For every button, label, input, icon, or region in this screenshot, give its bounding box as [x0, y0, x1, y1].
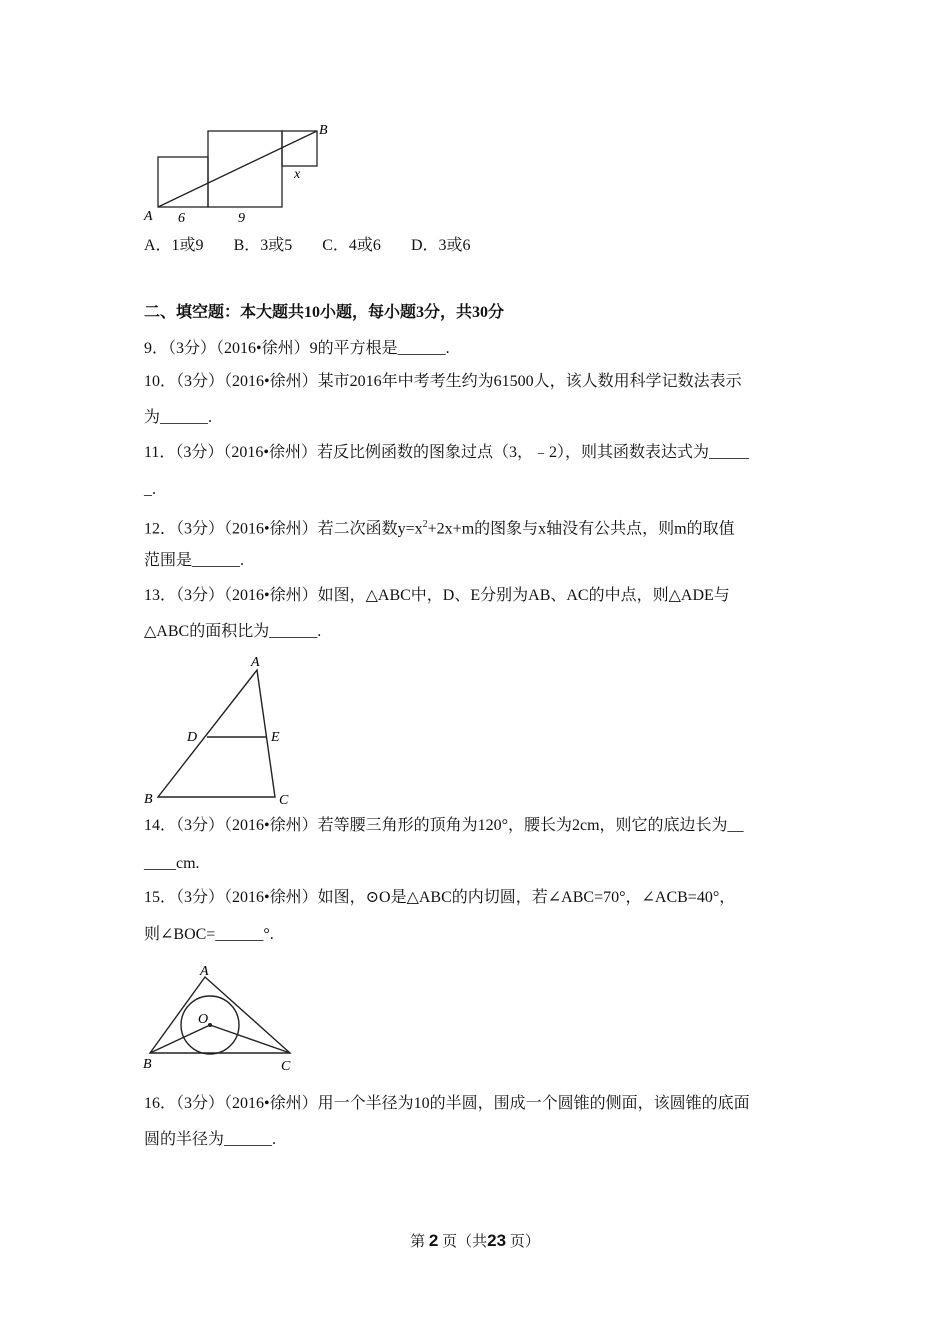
- label-D: D: [187, 730, 198, 745]
- squares-figure: [140, 118, 340, 228]
- q15-line1: 15．（3分）（2016•徐州）如图，⊙O是△ABC的内切圆，若∠ABC=70°，∠ACB=40°，: [144, 889, 736, 906]
- q16-line1: 16．（3分）（2016•徐州）用一个半径为10的半圆，围成一个圆锥的侧面，该圆锥的底面: [144, 1095, 750, 1112]
- q12-line1-b: +2x+m的图象与x轴没有公共点，则m的取值: [427, 520, 735, 538]
- q16-line2: 圆的半径为______.: [144, 1131, 277, 1148]
- choice-c: C．4或6: [322, 237, 381, 254]
- page-footer: [0, 1230, 950, 1251]
- segment-OC: [210, 1025, 290, 1053]
- choice-a: A．1或9: [144, 237, 204, 254]
- square-9: [208, 131, 282, 207]
- label-E: E: [271, 730, 280, 745]
- q12-exponent: 2: [422, 519, 428, 530]
- footer-page-number: 2: [428, 1231, 439, 1250]
- square-6: [158, 157, 208, 207]
- triangle-figure: [140, 650, 300, 810]
- q15-line2: 则∠BOC=______°.: [144, 926, 274, 943]
- label-A: A: [144, 209, 153, 224]
- q8-choices: [144, 236, 501, 256]
- segment-OB: [150, 1025, 210, 1053]
- q10-line2: 为______.: [144, 409, 213, 426]
- label-6: 6: [178, 211, 185, 226]
- label-C: C: [279, 793, 289, 808]
- label-B: B: [319, 123, 328, 138]
- choice-b: B．3或5: [233, 237, 293, 254]
- q11-line1: 11．（3分）（2016•徐州）若反比例函数的图象过点（3，﹣2），则其函数表达式为_____: [144, 444, 750, 461]
- footer-total-pages: 23: [487, 1231, 507, 1250]
- label-C: C: [281, 1059, 291, 1074]
- label-x: x: [294, 167, 301, 182]
- footer-suffix: 页）: [509, 1234, 540, 1250]
- label-9: 9: [238, 211, 245, 226]
- q14-line2: ____cm.: [144, 855, 200, 872]
- center-point-O: [208, 1023, 212, 1027]
- q10-line1: 10．（3分）（2016•徐州）某市2016年中考考生约为61500人，该人数用科学记数法表示: [144, 373, 742, 390]
- label-A: A: [200, 964, 209, 979]
- incircle-figure: [140, 960, 300, 1075]
- square-x: [282, 131, 317, 166]
- q9-line1: 9．（3分）（2016•徐州）9的平方根是______.: [144, 340, 450, 357]
- choice-d: D．3或6: [410, 237, 471, 254]
- q14-line1: 14．（3分）（2016•徐州）若等腰三角形的顶角为120°，腰长为2cm，则它的底边长为__: [144, 817, 744, 834]
- label-O: O: [198, 1012, 209, 1027]
- q11-line2: _.: [144, 481, 156, 498]
- q13-line2: △ABC的面积比为______.: [144, 623, 322, 640]
- label-B: B: [143, 1057, 152, 1072]
- section-2-title: 二、填空题：本大题共10小题，每小题3分，共30分: [144, 304, 505, 321]
- triangle-ABC: [150, 977, 290, 1053]
- footer-middle: 页（共: [442, 1234, 488, 1250]
- label-B: B: [144, 792, 153, 807]
- footer-prefix: 第: [410, 1234, 426, 1250]
- label-A: A: [251, 655, 260, 670]
- q12-line1: [144, 515, 735, 539]
- q12-line2: 范围是______.: [144, 552, 245, 569]
- q12-line1-a: 12．（3分）（2016•徐州）若二次函数y=x: [144, 520, 423, 538]
- triangle-ABC: [158, 670, 275, 797]
- q13-line1: 13．（3分）（2016•徐州）如图，△ABC中，D、E分别为AB、AC的中点，则△ADE与: [144, 587, 730, 604]
